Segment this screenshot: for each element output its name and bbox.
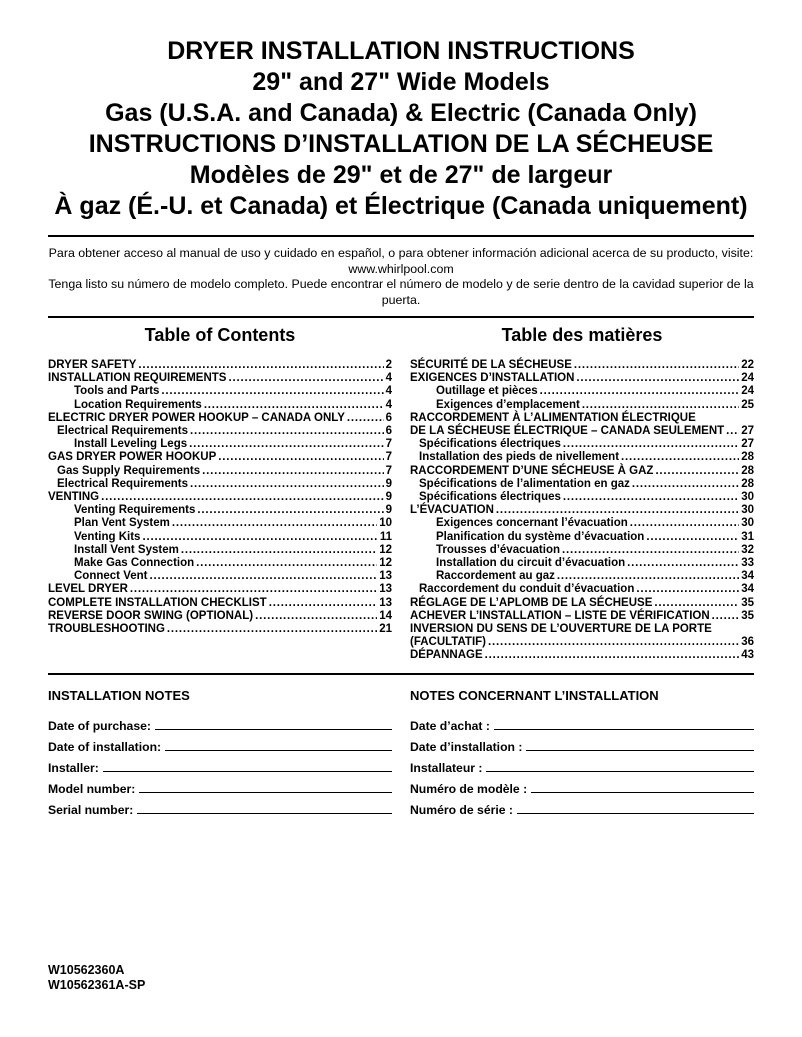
toc-dot-leader	[190, 478, 384, 491]
note-field-label: Date of installation:	[48, 739, 162, 754]
toc-dot-leader	[347, 412, 384, 425]
document-part-numbers	[48, 963, 145, 993]
toc-entry-label: DÉPANNAGE	[410, 649, 483, 662]
toc-heading-french: Table des matières	[501, 325, 663, 345]
note-blank-line	[103, 771, 392, 772]
toc-entry	[48, 531, 392, 544]
toc-entry	[48, 359, 392, 372]
note-field	[410, 712, 754, 733]
toc-entry-label: TROUBLESHOOTING	[48, 623, 165, 636]
toc-entry-label: Planification du système d’évacuation	[436, 530, 645, 543]
toc-entry-label: INSTALLATION REQUIREMENTS	[48, 372, 227, 385]
spanish-notice	[48, 246, 754, 308]
toc-entry	[410, 359, 754, 372]
toc-dot-leader	[196, 557, 377, 570]
toc-list-french	[410, 359, 754, 663]
divider-notes	[48, 673, 754, 675]
note-field	[410, 775, 754, 796]
toc-dot-leader	[255, 610, 377, 623]
toc-entry-label: LEVEL DRYER	[48, 583, 128, 596]
toc-dot-leader	[138, 359, 383, 372]
toc-entry-label: VENTING	[48, 491, 100, 504]
toc-dot-leader	[726, 425, 739, 438]
toc-entry-label: Plan Vent System	[74, 517, 170, 530]
toc-entry	[48, 412, 392, 425]
toc-dot-leader	[488, 636, 739, 649]
title-line-3: Gas (U.S.A. and Canada) & Electric (Canada Only)	[105, 99, 697, 127]
note-field	[410, 733, 754, 754]
note-field	[48, 775, 392, 796]
toc-entry	[48, 451, 392, 464]
note-field	[410, 754, 754, 775]
installation-notes-english	[48, 688, 392, 817]
note-field-label: Date d’installation :	[410, 739, 523, 754]
toc-entry-label: Exigences d’emplacement	[436, 398, 580, 411]
divider-notice	[48, 316, 754, 318]
note-blank-line	[486, 771, 754, 772]
toc-entry	[410, 636, 754, 649]
toc-entry-label: Trousses d’évacuation	[436, 543, 560, 556]
toc-dot-leader	[485, 649, 740, 662]
notes-fields-french	[410, 712, 754, 817]
toc-entry-label: Venting Requirements	[74, 504, 196, 517]
toc-dot-leader	[202, 465, 383, 478]
note-blank-line	[494, 729, 754, 730]
note-field-label: Serial number:	[48, 802, 134, 817]
toc-list-english	[48, 359, 392, 636]
note-blank-line	[526, 750, 754, 751]
toc-entry-page: 28	[741, 451, 754, 464]
toc-entry-page: 4	[385, 398, 392, 411]
toc-entry-page: 24	[741, 372, 754, 385]
toc-dot-leader	[562, 544, 739, 557]
toc-dot-leader	[101, 491, 383, 504]
toc-dot-leader	[630, 517, 739, 530]
toc-entry-page: 35	[741, 596, 754, 609]
toc-dot-leader	[563, 438, 739, 451]
toc-dot-leader	[228, 372, 383, 385]
toc-entry	[410, 623, 754, 636]
toc-dot-leader	[574, 359, 739, 372]
toc-entry	[410, 412, 754, 425]
toc-entry-label: Connect Vent	[74, 570, 148, 583]
toc-dot-leader	[189, 438, 383, 451]
toc-entry	[410, 385, 754, 398]
toc-entry	[410, 583, 754, 596]
toc-entry-page: 30	[741, 491, 754, 504]
toc-entry	[48, 372, 392, 385]
toc-entry	[48, 425, 392, 438]
toc-entry	[410, 491, 754, 504]
toc-dot-leader	[149, 570, 377, 583]
note-blank-line	[531, 792, 754, 793]
note-blank-line	[517, 813, 754, 814]
toc-entry	[410, 544, 754, 557]
toc-entry	[410, 531, 754, 544]
toc-entry-label: Install Vent System	[74, 543, 179, 556]
toc-dot-leader	[646, 531, 739, 544]
toc-dot-leader	[540, 385, 740, 398]
toc-entry-page: 36	[741, 636, 754, 649]
toc-entry-page: 12	[379, 557, 392, 570]
toc-entry-page: 22	[741, 359, 754, 371]
toc-entry	[410, 610, 754, 623]
toc-entry	[410, 649, 754, 662]
toc-english	[48, 324, 392, 663]
toc-entry-page: 43	[741, 649, 754, 662]
toc-entry-page: 30	[741, 517, 754, 530]
note-field	[48, 733, 392, 754]
toc-entry-label: Install Leveling Legs	[74, 438, 188, 451]
toc-dot-leader	[181, 544, 377, 557]
toc-dot-leader	[576, 372, 739, 385]
toc-entry-label: REVERSE DOOR SWING (OPTIONAL)	[48, 609, 254, 622]
title-block	[48, 36, 754, 222]
title-line-4: INSTRUCTIONS D’INSTALLATION DE LA SÉCHEUSE	[88, 130, 714, 158]
toc-entry	[410, 399, 754, 412]
notice-line-1: Para obtener acceso al manual de uso y cuidado en español, o para obtener información adicional acerca de su producto, visite:	[48, 246, 754, 260]
toc-entry-label: Outillage et pièces	[436, 385, 538, 398]
toc-dot-leader	[167, 623, 377, 636]
toc-dot-leader	[130, 583, 377, 596]
toc-entry-label: Location Requirements	[74, 398, 202, 411]
toc-entry	[410, 372, 754, 385]
toc-dot-leader	[204, 399, 384, 412]
toc-dot-leader	[496, 504, 739, 517]
toc-entry-label: GAS DRYER POWER HOOKUP	[48, 451, 217, 464]
toc-entry-page: 24	[741, 385, 754, 398]
toc-entry	[48, 385, 392, 398]
divider-top	[48, 235, 754, 237]
toc-dot-leader	[563, 491, 739, 504]
toc-dot-leader	[190, 425, 384, 438]
toc-entry-page: 28	[741, 464, 754, 477]
toc-dot-leader	[655, 465, 739, 478]
toc-entry-page: 7	[385, 438, 392, 451]
toc-entry-page: 14	[379, 609, 392, 622]
toc-entry-label: Electrical Requirements	[57, 477, 189, 490]
toc-entry-label: INVERSION DU SENS DE L’OUVERTURE DE LA PORTE	[410, 623, 712, 636]
part-number-2: W10562361A-SP	[48, 978, 146, 992]
toc-dot-leader	[627, 557, 739, 570]
toc-entry	[410, 438, 754, 451]
toc-dot-leader	[712, 610, 740, 623]
toc-entry-label: Venting Kits	[74, 530, 141, 543]
toc-entry-page: 7	[385, 464, 392, 477]
toc-entry	[410, 451, 754, 464]
toc-entry-label: Installation des pieds de nivellement	[419, 451, 620, 464]
toc-entry-label: Electrical Requirements	[57, 425, 189, 438]
title-line-5: Modèles de 29" et de 27" de largeur	[189, 161, 613, 189]
toc-entry-label: Tools and Parts	[74, 385, 160, 398]
toc-dot-leader	[142, 531, 377, 544]
toc-entry-page: 30	[741, 504, 754, 517]
toc-entry-label: RÉGLAGE DE L’APLOMB DE LA SÉCHEUSE	[410, 596, 653, 609]
toc-entry-label: RACCORDEMENT D’UNE SÉCHEUSE À GAZ	[410, 464, 654, 477]
toc-entry	[48, 517, 392, 530]
toc-entry	[410, 570, 754, 583]
toc-entry-page: 2	[385, 359, 392, 371]
toc-entry-label: ACHEVER L’INSTALLATION – LISTE DE VÉRIFICATION	[410, 609, 710, 622]
toc-entry	[410, 425, 754, 438]
toc-entry	[48, 557, 392, 570]
toc-entry-label: DE LA SÉCHEUSE ÉLECTRIQUE – CANADA SEULEMENT	[410, 425, 725, 438]
notice-line-2: Tenga listo su número de modelo completo. Puede encontrar el número de modelo y de serie dentro de la cavidad superior de la puerta.	[48, 277, 754, 307]
toc-entry-label: DRYER SAFETY	[48, 359, 137, 371]
toc-entry-label: Spécifications électriques	[419, 438, 561, 451]
toc-dot-leader	[636, 583, 739, 596]
toc-entry	[48, 504, 392, 517]
note-field	[48, 754, 392, 775]
toc-entry-page: 27	[741, 425, 754, 438]
note-field-label: Date d’achat :	[410, 718, 490, 733]
note-field-label: Installer:	[48, 760, 99, 775]
note-blank-line	[155, 729, 392, 730]
note-blank-line	[165, 750, 392, 751]
toc-entry-page: 34	[741, 570, 754, 583]
toc-entry-page: 11	[379, 530, 392, 543]
toc-dot-leader	[632, 478, 739, 491]
toc-entry-page: 28	[741, 477, 754, 490]
note-blank-line	[137, 813, 392, 814]
toc-section	[48, 324, 754, 663]
toc-entry-page: 4	[385, 372, 392, 385]
note-field-label: Model number:	[48, 781, 136, 796]
toc-entry	[48, 399, 392, 412]
toc-entry-label: (FACULTATIF)	[410, 636, 487, 649]
toc-entry-page: 33	[741, 557, 754, 570]
toc-entry	[410, 557, 754, 570]
toc-entry-label: L’ÉVACUATION	[410, 504, 494, 517]
toc-entry-label: Spécifications de l’alimentation en gaz	[419, 477, 630, 490]
toc-entry-page: 7	[385, 451, 392, 464]
toc-entry-page: 6	[385, 411, 392, 424]
notes-fields-english	[48, 712, 392, 817]
note-field	[48, 712, 392, 733]
toc-entry	[48, 583, 392, 596]
toc-entry-label: Spécifications électriques	[419, 491, 561, 504]
toc-entry-page: 13	[379, 596, 392, 609]
toc-dot-leader	[218, 451, 383, 464]
note-blank-line	[139, 792, 392, 793]
toc-entry	[48, 465, 392, 478]
toc-entry-label: Make Gas Connection	[74, 557, 195, 570]
toc-entry	[410, 478, 754, 491]
installation-notes-french	[410, 688, 754, 817]
toc-entry-page: 35	[741, 609, 754, 622]
toc-dot-leader	[197, 504, 383, 517]
toc-entry-label: EXIGENCES D’INSTALLATION	[410, 372, 575, 385]
toc-entry	[48, 478, 392, 491]
toc-entry	[48, 570, 392, 583]
toc-entry-page: 12	[379, 543, 392, 556]
title-line-1: DRYER INSTALLATION INSTRUCTIONS	[167, 37, 635, 65]
toc-entry-page: 10	[379, 517, 392, 530]
toc-entry-label: SÉCURITÉ DE LA SÉCHEUSE	[410, 359, 572, 371]
toc-entry	[410, 504, 754, 517]
toc-entry	[48, 623, 392, 636]
toc-entry	[410, 465, 754, 478]
toc-entry-label: Gas Supply Requirements	[57, 464, 201, 477]
toc-entry-label: Installation du circuit d’évacuation	[436, 557, 626, 570]
toc-entry-label: Raccordement au gaz	[436, 570, 555, 583]
toc-entry-label: COMPLETE INSTALLATION CHECKLIST	[48, 596, 267, 609]
toc-entry-page: 6	[385, 425, 392, 438]
toc-entry	[48, 544, 392, 557]
toc-entry	[410, 517, 754, 530]
note-field-label: Date of purchase:	[48, 718, 151, 733]
toc-entry-label: RACCORDEMENT À L’ALIMENTATION ÉLECTRIQUE	[410, 411, 696, 424]
toc-entry-label: ELECTRIC DRYER POWER HOOKUP – CANADA ONLY	[48, 411, 345, 424]
toc-entry	[48, 610, 392, 623]
toc-dot-leader	[557, 570, 739, 583]
note-field-label: Numéro de modèle :	[410, 781, 528, 796]
toc-entry	[48, 438, 392, 451]
toc-entry-page: 13	[379, 570, 392, 583]
notes-heading-english: INSTALLATION NOTES	[48, 687, 190, 703]
toc-entry-page: 9	[385, 491, 392, 504]
notes-heading-french: NOTES CONCERNANT L’INSTALLATION	[410, 687, 659, 703]
toc-entry-page: 32	[741, 543, 754, 556]
toc-entry-page: 13	[379, 583, 392, 596]
toc-dot-leader	[161, 385, 383, 398]
toc-dot-leader	[269, 597, 378, 610]
toc-entry-page: 34	[741, 583, 754, 596]
toc-heading-english: Table of Contents	[144, 325, 296, 345]
toc-entry	[48, 597, 392, 610]
title-line-6: À gaz (É.-U. et Canada) et Électrique (Canada uniquement)	[54, 192, 748, 220]
note-field	[410, 796, 754, 817]
toc-entry-page: 21	[379, 623, 392, 636]
whirlpool-url: www.whirlpool.com	[348, 261, 454, 276]
part-number-1: W10562360A	[48, 963, 125, 977]
toc-entry-page: 9	[385, 504, 392, 517]
toc-french	[410, 324, 754, 663]
toc-entry-label: Exigences concernant l’évacuation	[436, 517, 628, 530]
toc-dot-leader	[172, 517, 377, 530]
note-field	[48, 796, 392, 817]
toc-dot-leader	[621, 451, 739, 464]
toc-dot-leader	[582, 399, 739, 412]
note-field-label: Installateur :	[410, 760, 483, 775]
note-field-label: Numéro de série :	[410, 802, 513, 817]
toc-entry-page: 27	[741, 438, 754, 451]
toc-entry-page: 9	[385, 477, 392, 490]
toc-entry-label: Raccordement du conduit d’évacuation	[419, 583, 635, 596]
notes-section	[48, 688, 754, 817]
toc-dot-leader	[654, 597, 739, 610]
toc-entry-page: 4	[385, 385, 392, 398]
title-line-2: 29" and 27" Wide Models	[252, 68, 550, 96]
toc-entry	[410, 597, 754, 610]
toc-entry	[48, 491, 392, 504]
toc-entry-page: 25	[741, 398, 754, 411]
toc-entry-page: 31	[741, 530, 754, 543]
